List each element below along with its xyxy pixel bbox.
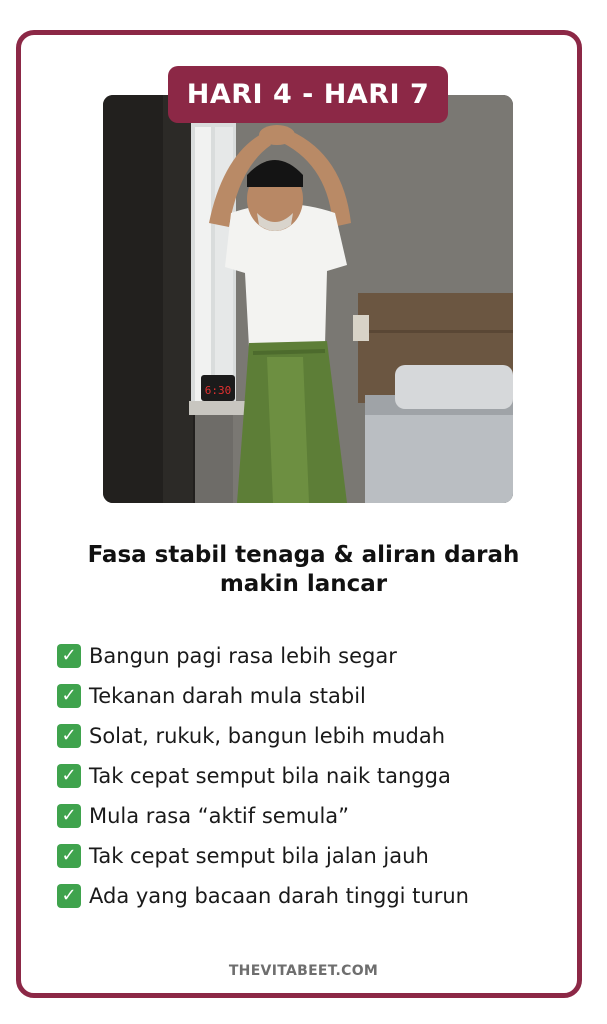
checklist-item	[57, 836, 469, 876]
checklist-item	[57, 676, 469, 716]
day-range-badge: HARI 4 - HARI 7	[168, 66, 448, 123]
checklist-item-text: Bangun pagi rasa lebih segar	[89, 644, 397, 668]
website-footer: THEVITABEET.COM	[228, 963, 379, 979]
photo-man-stretching	[103, 95, 513, 503]
checklist-item-text: Mula rasa “aktif semula”	[89, 804, 350, 828]
clock-display: 6:30	[204, 384, 232, 397]
checklist-item-text: Tak cepat semput bila jalan jauh	[89, 844, 429, 868]
checklist-item-text: Tekanan darah mula stabil	[89, 684, 366, 708]
check-mark-icon: ✓	[57, 844, 81, 868]
check-mark-icon: ✓	[57, 884, 81, 908]
headline	[40, 541, 567, 599]
check-mark-icon: ✓	[57, 804, 81, 828]
check-mark-icon: ✓	[57, 764, 81, 788]
check-mark-icon: ✓	[57, 644, 81, 668]
checklist-item	[57, 636, 469, 676]
headline-line-1: Fasa stabil tenaga & aliran darah	[87, 542, 520, 568]
checklist-item	[57, 756, 469, 796]
check-mark-icon: ✓	[57, 724, 81, 748]
checklist-item	[57, 796, 469, 836]
checklist-item	[57, 876, 469, 916]
checklist-item-text: Ada yang bacaan darah tinggi turun	[89, 884, 469, 908]
benefits-checklist	[57, 636, 469, 916]
headline-line-2: makin lancar	[219, 571, 388, 597]
check-mark-icon: ✓	[57, 684, 81, 708]
checklist-item-text: Tak cepat semput bila naik tangga	[89, 764, 451, 788]
checklist-item	[57, 716, 469, 756]
checklist-item-text: Solat, rukuk, bangun lebih mudah	[89, 724, 446, 748]
